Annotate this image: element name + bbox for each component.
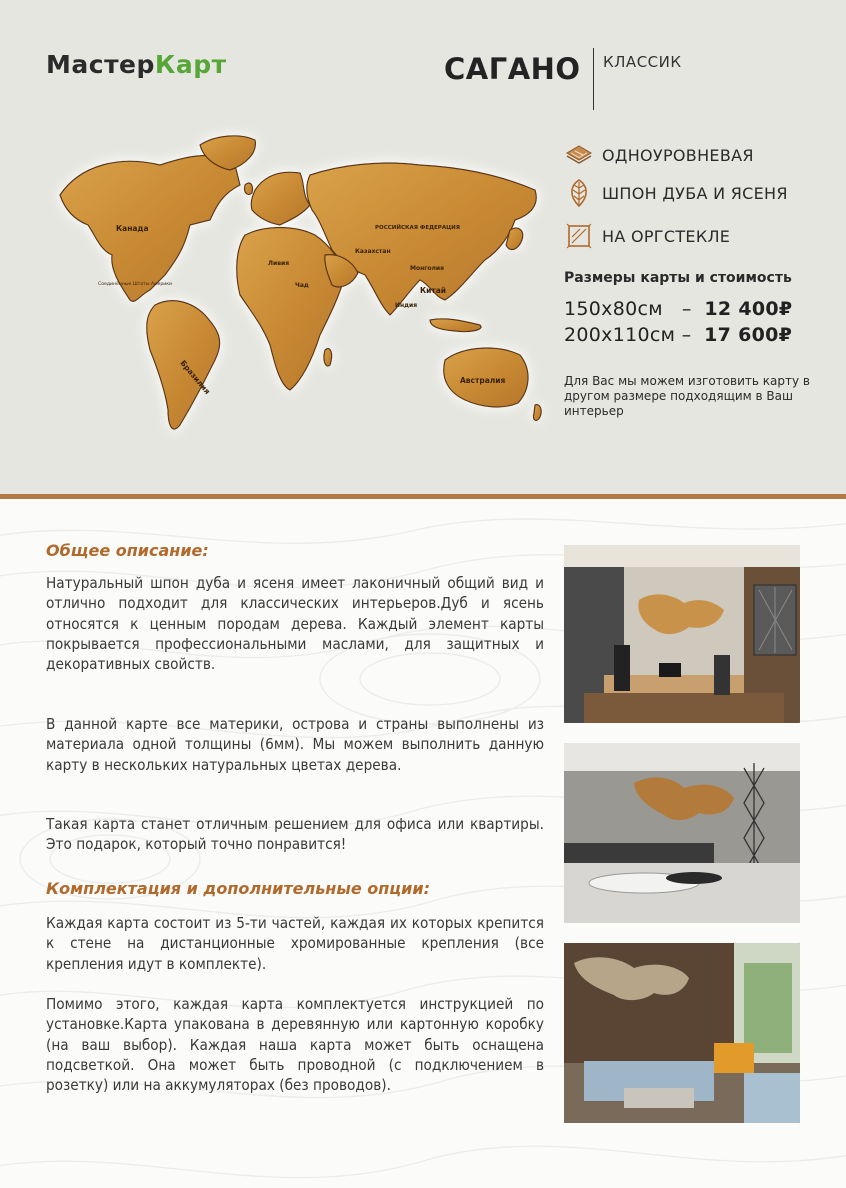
logo-text-part2: Карт [154, 50, 227, 79]
brand-logo [46, 50, 227, 79]
feature-acrylic [564, 221, 730, 251]
logo-text-part1: Мастер [46, 50, 155, 79]
map-label-brazil: Бразилия [178, 358, 212, 396]
continent-north-america [60, 156, 240, 302]
continent-europe [251, 172, 310, 225]
price-value: 12 400₽ [704, 298, 793, 320]
pricing-title: Размеры карты и стоимость [564, 270, 792, 286]
description-paragraph: Такая карта станет отличным решением для офиса или квартиры. Это подарок, который точно понравится! [46, 815, 544, 854]
map-label-india: Индия [395, 302, 418, 309]
content-panel [0, 499, 846, 1188]
price-size: 150х80см [564, 298, 663, 320]
map-label-russia: РОССИЙСКАЯ ФЕДЕРАЦИЯ [375, 225, 461, 231]
product-name: САГАНО [444, 52, 581, 86]
feature-veneer [564, 178, 788, 208]
custom-size-note: Для Вас мы можем изготовить карту в другом размере подходящим в Ваш интерьер [564, 374, 810, 418]
map-label-usa: Соединённые Штаты Америки [98, 282, 173, 287]
feature-single-level [564, 140, 754, 170]
price-row [564, 324, 792, 346]
options-paragraph: Помимо этого, каждая карта комплектуется инструкцией по установке.Карта упакована в деревянную или картонную коробку (на ваш выбор). Каждая наша карта может быть оснащена подсветкой. Она может быть проводной (с подключением в розетку) или на аккумуляторах (без проводов). [46, 995, 544, 1095]
islands-indonesia [430, 319, 481, 332]
map-label-chad: Чад [295, 282, 309, 289]
options-paragraph: Каждая карта состоит из 5-ти частей, каждая их которых крепится к стене на дистанционные хромированные крепления (все крепления идут в комплекте). [46, 914, 544, 973]
price-value: 17 600₽ [704, 324, 793, 346]
header-panel [0, 0, 846, 496]
map-label-libya: Ливия [268, 260, 290, 267]
options-heading: Комплектация и дополнительные опции: [46, 879, 430, 898]
feature-label: НА ОРГСТЕКЛЕ [602, 226, 731, 246]
map-label-china: Китай [420, 286, 447, 295]
map-label-kazakhstan: Казахстан [355, 248, 391, 255]
feature-label: ШПОН ДУБА И ЯСЕНЯ [602, 183, 788, 203]
island-uk [245, 183, 253, 195]
world-map-image [40, 125, 560, 455]
price-sep: – [681, 298, 692, 320]
map-label-mongolia: Монголия [410, 265, 444, 272]
price-size: 200х110см [564, 324, 676, 346]
product-collection: КЛАССИК [603, 53, 682, 71]
map-label-canada: Канада [116, 224, 149, 233]
island-new-zealand [534, 405, 542, 421]
leaf-icon [564, 178, 594, 208]
lounge-interior-photo [564, 743, 800, 923]
description-paragraph: В данной карте все материки, острова и страны выполнены из материала одной толщины (6мм). Мы можем выполнить данную карту в нескольких натуральных цветах дерева. [46, 715, 544, 774]
feature-label: ОДНОУРОВНЕВАЯ [602, 145, 754, 165]
glass-panel-icon [564, 221, 594, 251]
title-divider [593, 48, 594, 110]
description-heading: Общее описание: [46, 541, 209, 560]
living-room-photo [564, 943, 800, 1123]
map-label-australia: Австралия [460, 376, 506, 385]
price-sep: – [681, 324, 692, 346]
island-madagascar [324, 348, 332, 366]
layers-icon [564, 140, 594, 170]
price-row [564, 298, 792, 320]
description-paragraph: Натуральный шпон дуба и ясеня имеет лаконичный общий вид и отлично подходит для классических интерьеров.Дуб и ясень относятся к ценным породам дерева. Каждый элемент карты покрывается профессиональными маслами, для защитных и декоративных свойств. [46, 574, 544, 674]
office-interior-photo [564, 545, 800, 723]
